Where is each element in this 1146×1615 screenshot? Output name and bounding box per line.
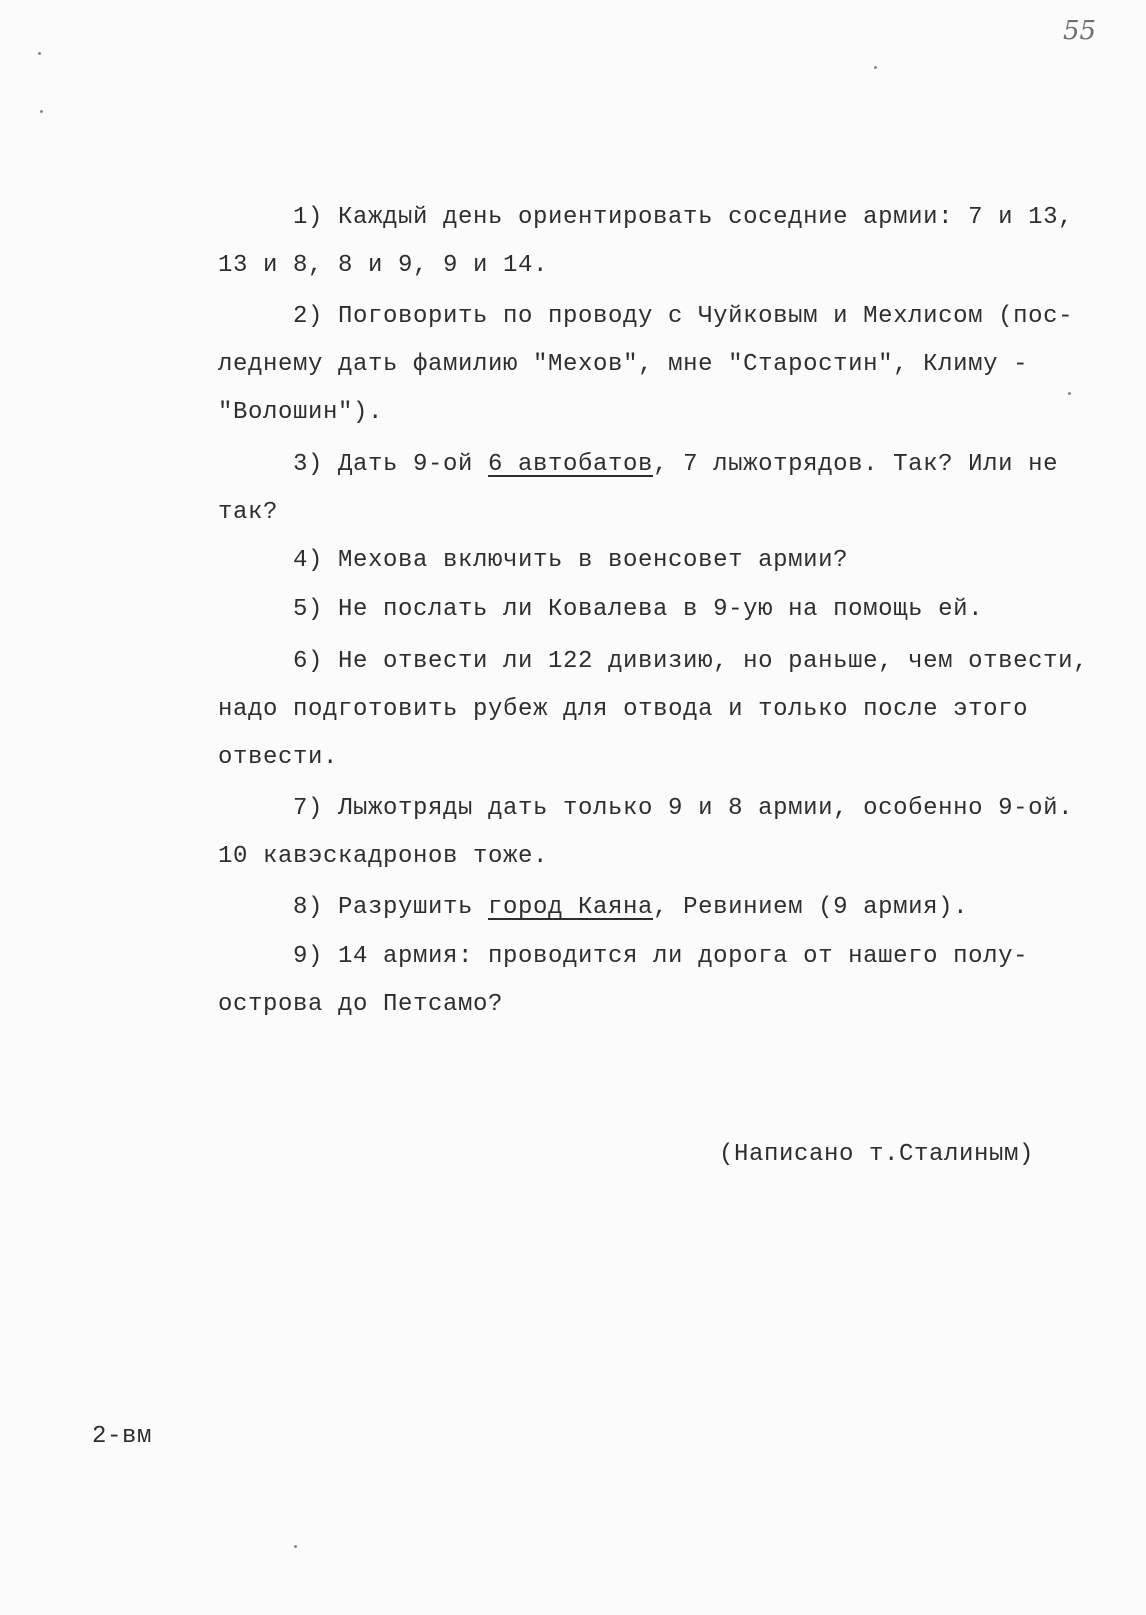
line-text: 2) Поговорить по проводу с Чуйковым и Мехлисом (пос-: [293, 303, 1074, 330]
underlined-text: 6 автобатов: [488, 451, 654, 478]
item-8-line-1: [293, 896, 968, 920]
line-text: отвести.: [218, 744, 339, 771]
line-text: , Ревинием (9 армия).: [653, 894, 969, 921]
paper-speck: [1068, 392, 1071, 395]
page-number: 55: [1063, 16, 1097, 46]
item-2-line-2: [218, 353, 1028, 377]
item-3-line-1: [293, 453, 1058, 477]
line-text: 10 кавэскадронов тоже.: [218, 843, 549, 870]
line-text: надо подготовить рубеж для отвода и только после этого: [218, 696, 1029, 723]
paper-speck: [38, 52, 41, 55]
line-text: 4) Мехова включить в военсовет армии?: [293, 547, 849, 574]
paper-speck: [294, 1545, 297, 1548]
item-7-line-1: [293, 797, 1073, 821]
item-2-line-1: [293, 305, 1073, 329]
underlined-text: город Каяна: [488, 894, 654, 921]
item-2-line-3: [218, 401, 383, 425]
item-1-line-2: [218, 254, 548, 278]
item-3-line-2: [218, 501, 278, 525]
line-text: острова до Петсамо?: [218, 991, 504, 1018]
item-4-line-1: [293, 549, 848, 573]
line-text: леднему дать фамилию "Мехов", мне "Старостин", Климу -: [218, 351, 1029, 378]
line-text: 13 и 8, 8 и 9, 9 и 14.: [218, 252, 549, 279]
line-text: 8) Разрушить: [293, 894, 489, 921]
line-text: 9) 14 армия: проводится ли дорога от нашего полу-: [293, 943, 1029, 970]
line-text: 6) Не отвести ли 122 дивизию, но раньше, чем отвести,: [293, 648, 1089, 675]
item-7-line-2: [218, 845, 548, 869]
item-5-line-1: [293, 598, 983, 622]
line-text: 1) Каждый день ориентировать соседние армии: 7 и 13,: [293, 204, 1074, 231]
line-text: так?: [218, 499, 279, 526]
line-text: , 7 лыжотрядов. Так? Или не: [653, 451, 1059, 478]
item-6-line-2: [218, 698, 1028, 722]
item-6-line-3: [218, 746, 338, 770]
attribution-note: (Написано т.Сталиным): [719, 1141, 1035, 1168]
line-text: "Волошин").: [218, 399, 384, 426]
item-6-line-1: [293, 650, 1088, 674]
item-9-line-2: [218, 993, 503, 1017]
item-9-line-1: [293, 945, 1028, 969]
footer-code: 2-вм: [92, 1423, 153, 1450]
line-text: 3) Дать 9-ой: [293, 451, 489, 478]
paper-speck: [40, 110, 43, 113]
paper-speck: [874, 66, 877, 69]
line-text: 5) Не послать ли Ковалева в 9-ую на помощь ей.: [293, 596, 984, 623]
line-text: 7) Лыжотряды дать только 9 и 8 армии, особенно 9-ой.: [293, 795, 1074, 822]
item-1-line-1: [293, 206, 1073, 230]
